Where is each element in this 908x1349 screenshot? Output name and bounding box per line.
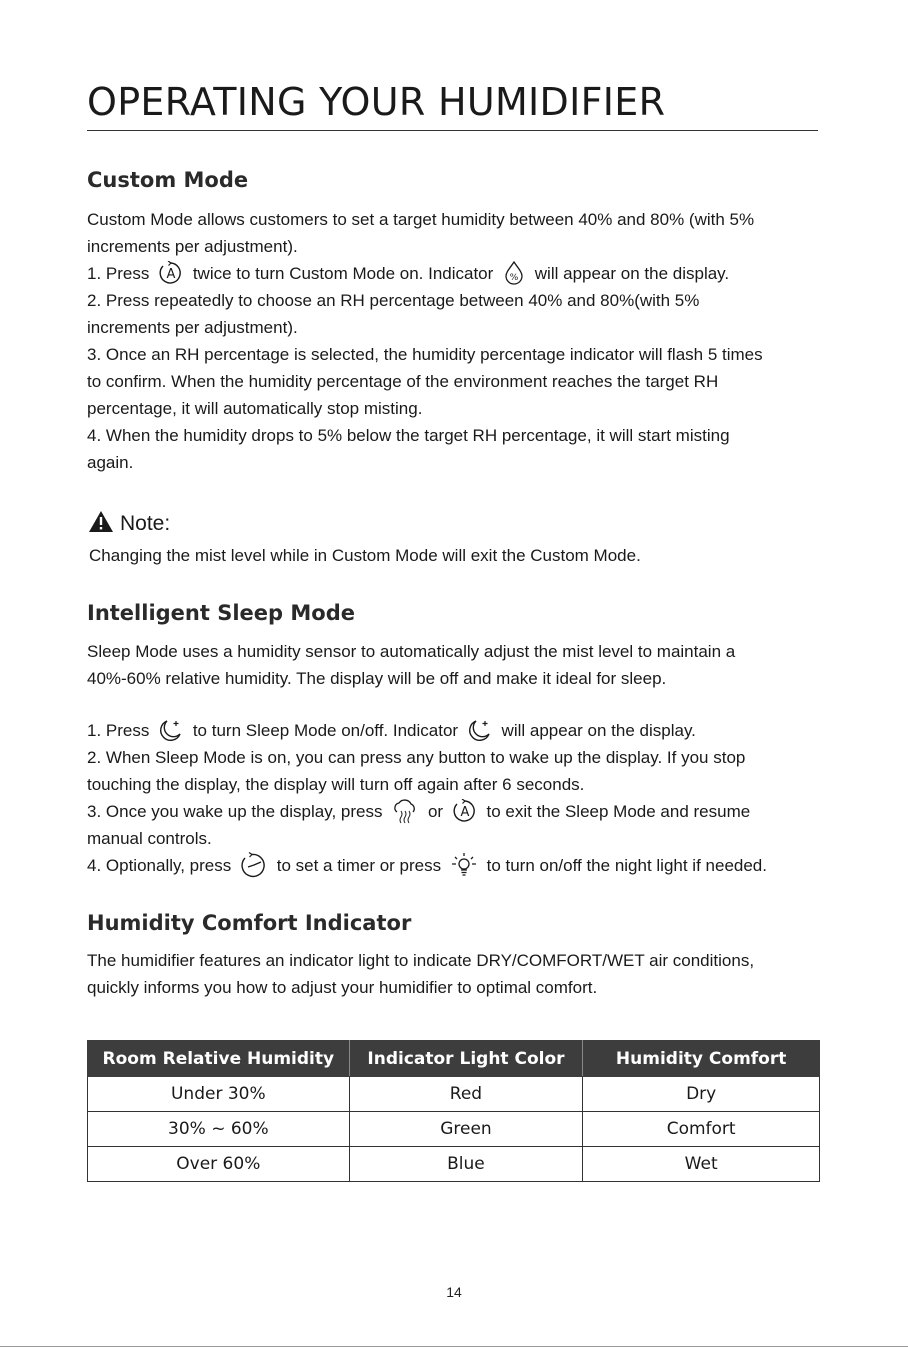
sleep-mode-heading: Intelligent Sleep Mode — [87, 601, 355, 625]
sleep-mode-intro-line: 40%-60% relative humidity. The display will be off and make it ideal for sleep. — [87, 669, 667, 688]
custom-mode-step-4: again. — [87, 453, 134, 472]
step-text: 1. Press — [87, 721, 150, 740]
step-text: 1. Press — [87, 264, 150, 283]
column-header: Indicator Light Color — [349, 1041, 583, 1077]
custom-mode-step-2: increments per adjustment). — [87, 318, 298, 337]
custom-mode-step-3: percentage, it will automatically stop misting. — [87, 399, 423, 418]
svg-text:A: A — [460, 804, 470, 820]
sleep-mode-intro — [87, 638, 827, 692]
table-cell: Red — [349, 1077, 583, 1112]
sleep-moon-icon — [467, 718, 493, 742]
custom-mode-step-4: 4. When the humidity drops to 5% below the target RH percentage, it will start misting — [87, 426, 730, 445]
sleep-moon-icon — [158, 718, 184, 742]
sleep-mode-step-3: manual controls. — [87, 829, 212, 848]
table-cell: Blue — [349, 1147, 583, 1182]
column-header: Humidity Comfort — [583, 1041, 820, 1077]
step-text: to turn on/off the night light if needed. — [486, 856, 767, 875]
table-cell: Dry — [583, 1077, 820, 1112]
timer-icon — [240, 852, 268, 878]
step-text: 4. Optionally, press — [87, 856, 232, 875]
step-text: twice to turn Custom Mode on. Indicator — [192, 264, 494, 283]
table-cell: Wet — [583, 1147, 820, 1182]
warning-icon — [88, 510, 114, 538]
svg-text:%: % — [509, 272, 519, 283]
sleep-mode-step-2: touching the display, the display will turn off again after 6 seconds. — [87, 775, 585, 794]
table-row — [88, 1077, 820, 1112]
note-text: Changing the mist level while in Custom Mode will exit the Custom Mode. — [89, 546, 641, 565]
comfort-intro — [87, 947, 827, 1001]
column-header: Room Relative Humidity — [88, 1041, 350, 1077]
step-text: or — [427, 802, 444, 821]
auto-mode-icon — [452, 799, 478, 823]
table-cell: Green — [349, 1112, 583, 1147]
note-label: Note: — [120, 512, 171, 535]
step-text: will appear on the display. — [534, 264, 730, 283]
auto-mode-icon — [158, 261, 184, 285]
table-cell: Over 60% — [88, 1147, 350, 1182]
table-header-row — [88, 1041, 820, 1077]
table-cell: Under 30% — [88, 1077, 350, 1112]
sleep-mode-step-2: 2. When Sleep Mode is on, you can press any button to wake up the display. If you stop — [87, 748, 746, 767]
sleep-mode-steps — [87, 717, 827, 879]
sleep-mode-step-4 — [87, 852, 827, 879]
humidity-comfort-table — [87, 1040, 820, 1182]
custom-mode-heading: Custom Mode — [87, 168, 249, 192]
page-title: OPERATING YOUR HUMIDIFIER — [87, 80, 666, 124]
custom-mode-step-2: 2. Press repeatedly to choose an RH percentage between 40% and 80%(with 5% — [87, 291, 700, 310]
mist-icon — [391, 798, 419, 824]
comfort-heading: Humidity Comfort Indicator — [87, 911, 412, 935]
custom-mode-intro-line: Custom Mode allows customers to set a target humidity between 40% and 80% (with 5% — [87, 210, 755, 229]
custom-mode-intro-line: increments per adjustment). — [87, 237, 298, 256]
step-text: will appear on the display. — [501, 721, 696, 740]
comfort-intro-line: quickly informs you how to adjust your humidifier to optimal comfort. — [87, 978, 598, 997]
step-text: to set a timer or press — [276, 856, 442, 875]
sleep-mode-intro-line: Sleep Mode uses a humidity sensor to automatically adjust the mist level to maintain a — [87, 642, 736, 661]
sleep-mode-step-1 — [87, 717, 827, 744]
page-number: 14 — [446, 1284, 462, 1300]
custom-mode-step-1 — [87, 260, 827, 287]
night-light-icon — [450, 852, 478, 878]
step-text: to exit the Sleep Mode and resume — [486, 802, 751, 821]
table-cell: Comfort — [583, 1112, 820, 1147]
bottom-divider — [0, 1346, 908, 1347]
humidity-percent-icon — [502, 260, 526, 286]
svg-text:A: A — [166, 266, 176, 282]
note-heading — [88, 510, 170, 538]
sleep-mode-step-3 — [87, 798, 827, 825]
comfort-intro-line: The humidifier features an indicator light to indicate DRY/COMFORT/WET air conditions, — [87, 951, 755, 970]
table-row — [88, 1112, 820, 1147]
custom-mode-body — [87, 206, 827, 476]
title-divider — [87, 130, 818, 131]
table-cell: 30% ~ 60% — [88, 1112, 350, 1147]
table-row — [88, 1147, 820, 1182]
step-text: to turn Sleep Mode on/off. Indicator — [192, 721, 459, 740]
step-text: 3. Once you wake up the display, press — [87, 802, 383, 821]
custom-mode-step-3: 3. Once an RH percentage is selected, the humidity percentage indicator will flash 5 times — [87, 345, 763, 364]
custom-mode-step-3: to confirm. When the humidity percentage of the environment reaches the target RH — [87, 372, 719, 391]
